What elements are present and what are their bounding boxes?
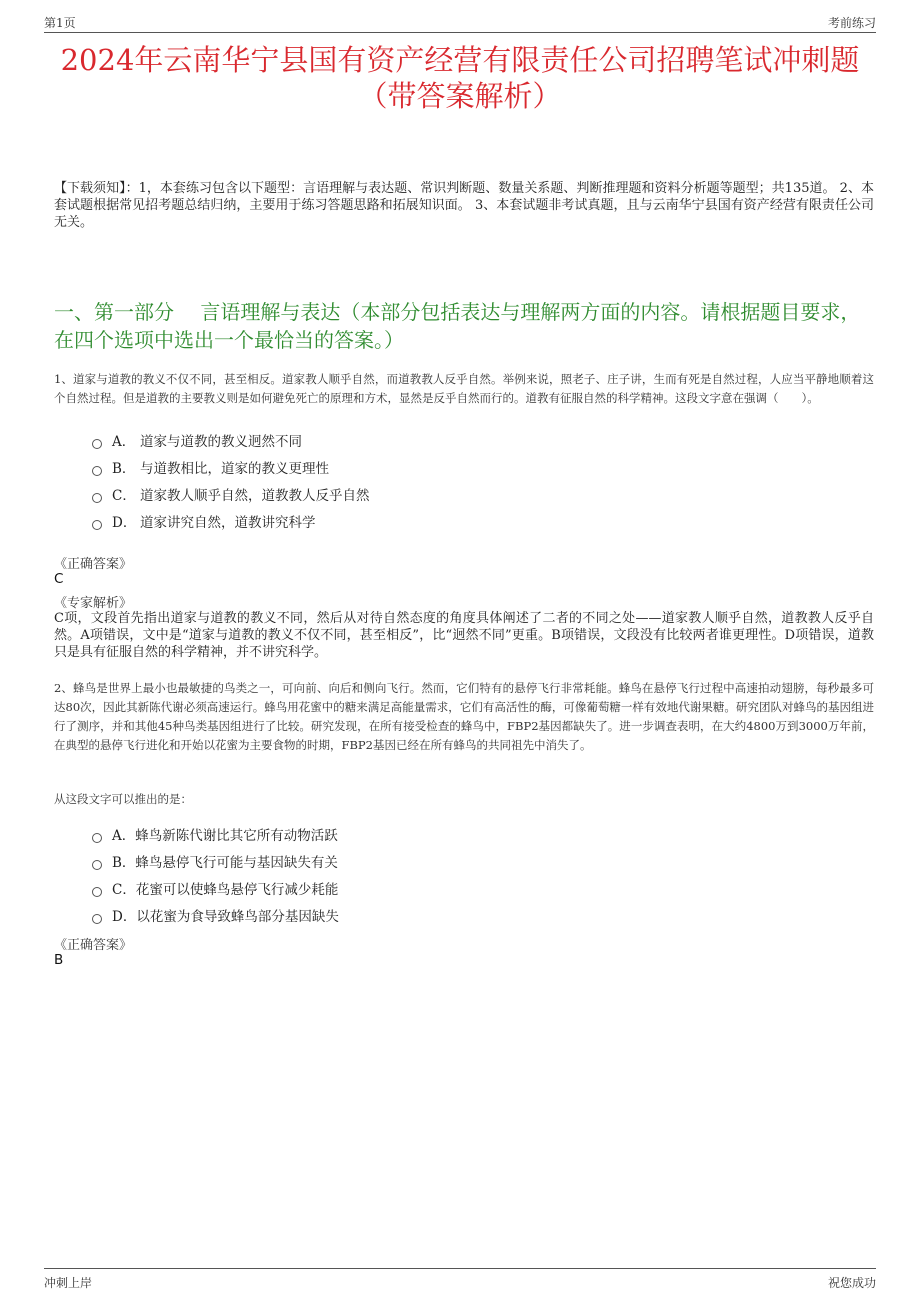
download-notice: 【下载须知】：1，本套练习包含以下题型：言语理解与表达题、常识判断题、数量关系题、判断推理题和资料分析题等题型；共135道。 2、本套试题根据常见招考题总结归纳，主要用于练习答题思路和拓展知识面。 3、本套试题非考试真题，且与云南华宁县国有资产经营有限责任公司无关。 <box>54 181 874 230</box>
radio-icon[interactable] <box>92 833 102 843</box>
q2-answer-label: 《正确答案》 <box>54 938 133 953</box>
footer-left: 冲刺上岸 <box>44 1276 93 1290</box>
page-footer <box>44 1268 876 1293</box>
option-letter: A． <box>112 433 136 450</box>
q1-option-b[interactable] <box>92 453 370 480</box>
q2-answer: B <box>54 952 64 968</box>
q1-option-d[interactable] <box>92 507 370 534</box>
option-letter: C． <box>112 881 136 898</box>
option-letter: D． <box>112 908 137 925</box>
option-letter: B． <box>112 460 136 477</box>
question-2-options <box>92 820 339 928</box>
q1-explanation: C项，文段首先指出道家与道教的教义不同，然后从对待自然态度的角度具体阐述了二者的不同之处——道家教人顺乎自然，道教教人反乎自然。A项错误，文中是“道家与道教的教义不仅不同，甚至相反”，比“迥然不同”更重。B项错误，文段没有比较两者谁更理性。D项错误，道教只是具有征服自然的科学精神，并不讲究科学。 <box>54 611 874 660</box>
option-text: 蜂鸟新陈代谢比其它所有动物活跃 <box>135 827 338 844</box>
option-text: 蜂鸟悬停飞行可能与基因缺失有关 <box>135 854 338 871</box>
q1-explanation-label: 《专家解析》 <box>54 596 133 611</box>
radio-icon[interactable] <box>92 914 102 924</box>
option-text: 与道教相比，道家的教义更理性 <box>140 460 329 477</box>
option-text: 道家与道教的教义迥然不同 <box>140 433 302 450</box>
q2-option-a[interactable] <box>92 820 339 847</box>
question-2-prompt: 从这段文字可以推出的是： <box>54 792 192 806</box>
page-number: 第1页 <box>44 16 76 30</box>
q2-option-d[interactable] <box>92 901 339 928</box>
q1-option-c[interactable] <box>92 480 370 507</box>
title-line-2: （带答案解析） <box>358 79 562 113</box>
option-letter: D． <box>112 514 137 531</box>
title-line-1: 2024年云南华宁县国有资产经营有限责任公司招聘笔试冲刺题 <box>60 43 860 77</box>
option-text: 道家教人顺乎自然，道教教人反乎自然 <box>140 487 370 504</box>
question-1-stem: 1、道家与道教的教义不仅不同，甚至相反。道家教人顺乎自然，而道教教人反乎自然。举例来说，照老子、庄子讲，生而有死是自然过程，人应当平静地顺着这个自然过程。但是道教的主要教义则是如何避免死亡的原理和方术，显然是反乎自然而行的。道教有征服自然的科学精神。这段文字意在强调（ ）。 <box>54 372 874 405</box>
radio-icon[interactable] <box>92 493 102 503</box>
header-label: 考前练习 <box>827 16 876 30</box>
radio-icon[interactable] <box>92 860 102 870</box>
page-header <box>44 10 876 33</box>
footer-right: 祝您成功 <box>827 1276 876 1290</box>
document-title <box>40 42 880 114</box>
option-letter: B． <box>112 854 136 871</box>
radio-icon[interactable] <box>92 887 102 897</box>
q2-option-b[interactable] <box>92 847 339 874</box>
question-1-options <box>92 426 370 534</box>
q1-answer-label: 《正确答案》 <box>54 557 133 572</box>
radio-icon[interactable] <box>92 439 102 449</box>
option-text: 花蜜可以使蜂鸟悬停飞行减少耗能 <box>135 881 339 898</box>
radio-icon[interactable] <box>92 466 102 476</box>
q1-option-a[interactable] <box>92 426 370 453</box>
q2-option-c[interactable] <box>92 874 339 901</box>
option-letter: A． <box>112 827 136 844</box>
option-letter: C． <box>112 487 136 504</box>
option-text: 以花蜜为食导致蜂鸟部分基因缺失 <box>136 908 339 925</box>
section-heading: 一、第一部分 言语理解与表达（本部分包括表达与理解两方面的内容。请根据题目要求，在四个选项中选出一个最恰当的答案。） <box>54 300 861 352</box>
option-text: 道家讲究自然，道教讲究科学 <box>140 514 316 531</box>
question-2-stem: 2、蜂鸟是世界上最小也最敏捷的鸟类之一，可向前、向后和侧向飞行。然而，它们特有的悬停飞行非常耗能。蜂鸟在悬停飞行过程中高速拍动翅膀，每秒最多可达80次，因此其新陈代谢必须高速运行。蜂鸟用花蜜中的糖来满足高能量需求，它们有高活性的酶，可像葡萄糖一样有效地代谢果糖。研究团队对蜂鸟的基因组进行了测序，并和其他45种鸟类基因组进行了比较。研究发现，在所有接受检查的蜂鸟中，FBP2基因都缺失了。进一步调查表明，在大约4800万到3000万年前，在典型的悬停飞行进化和开始以花蜜为主要食物的时期，FBP2基因已经在所有蜂鸟的共同祖先中消失了。 <box>54 681 874 752</box>
q1-answer: C <box>54 571 64 587</box>
radio-icon[interactable] <box>92 520 102 530</box>
